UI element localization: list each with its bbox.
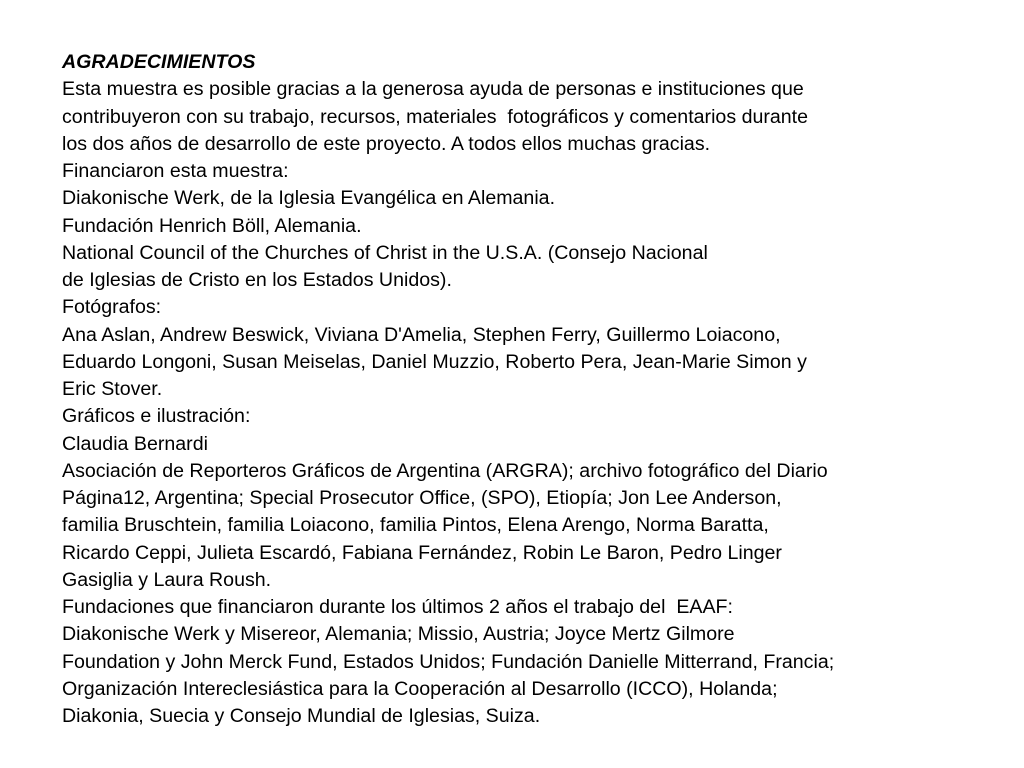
text-line-funder-2: Fundación Henrich Böll, Alemania.	[62, 214, 362, 237]
text-line-photographers-2: Eduardo Longoni, Susan Meiselas, Daniel Muzzio, Roberto Pera, Jean-Marie Simon y	[62, 350, 807, 373]
text-line-funder-3a: National Council of the Churches of Christ in the U.S.A. (Consejo Nacional	[62, 241, 708, 264]
text-line-photographers-3: Eric Stover.	[62, 378, 163, 400]
text-line-intro-3: los dos años de desarrollo de este proyecto. A todos ellos muchas gracias.	[62, 132, 711, 155]
text-line-contributors-1: Asociación de Reporteros Gráficos de Argentina (ARGRA); archivo fotográfico del Diario	[62, 459, 828, 482]
text-line-foundations-3: Organización Intereclesiástica para la Cooperación al Desarrollo (ICCO), Holanda;	[62, 677, 778, 700]
text-line-contributors-4: Ricardo Ceppi, Julieta Escardó, Fabiana Fernández, Robin Le Baron, Pedro Linger	[62, 541, 782, 564]
slide-title: AGRADECIMIENTOS	[62, 51, 256, 73]
text-line-intro-2: contribuyeron con su trabajo, recursos, materiales fotográficos y comentarios durante	[62, 105, 809, 128]
text-line-contributors-2: Página12, Argentina; Special Prosecutor Office, (SPO), Etiopía; Jon Lee Anderson,	[62, 487, 782, 509]
text-line-foundations-2: Foundation y John Merck Fund, Estados Unidos; Fundación Danielle Mitterrand, Francia;	[62, 650, 835, 673]
text-line-photographers-heading: Fotógrafos:	[62, 296, 162, 319]
text-line-funder-1: Diakonische Werk, de la Iglesia Evangélica en Alemania.	[62, 187, 556, 210]
text-line-foundations-heading: Fundaciones que financiaron durante los últimos 2 años el trabajo del EAAF:	[62, 596, 733, 618]
text-line-foundations-4: Diakonia, Suecia y Consejo Mundial de Iglesias, Suiza.	[62, 705, 541, 727]
text-line-intro-1: Esta muestra es posible gracias a la generosa ayuda de personas e instituciones que	[62, 78, 804, 101]
acknowledgements-text-block	[62, 49, 1002, 730]
text-line-contributors-5: Gasiglia y Laura Roush.	[62, 568, 272, 591]
text-line-funder-3b: de Iglesias de Cristo en los Estados Unidos).	[62, 269, 452, 291]
text-line-graphics-heading: Gráficos e ilustración:	[62, 405, 251, 428]
text-line-foundations-1: Diakonische Werk y Misereor, Alemania; Missio, Austria; Joyce Mertz Gilmore	[62, 623, 735, 646]
text-line-graphics-author: Claudia Bernardi	[62, 432, 208, 455]
text-line-photographers-1: Ana Aslan, Andrew Beswick, Viviana D'Amelia, Stephen Ferry, Guillermo Loiacono,	[62, 323, 781, 346]
text-line-funders-heading: Financiaron esta muestra:	[62, 160, 289, 182]
text-line-contributors-3: familia Bruschtein, familia Loiacono, familia Pintos, Elena Arengo, Norma Baratta,	[62, 514, 769, 537]
